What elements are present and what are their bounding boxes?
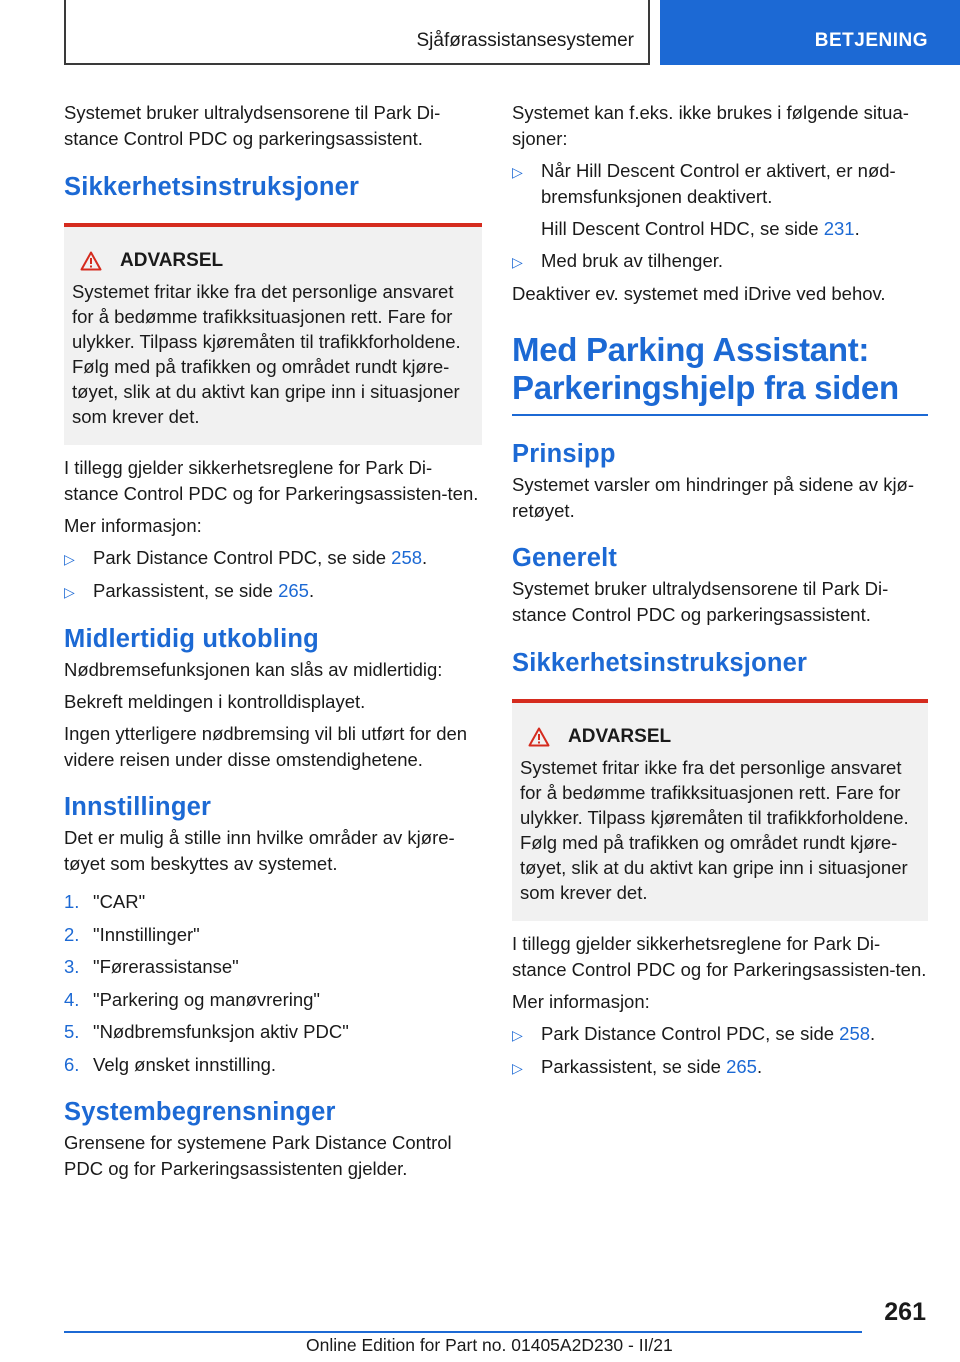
warning-box [64, 223, 482, 445]
warning-text: Systemet fritar ikke fra det personlige ansvaret for å bedømme trafikksituasjonen rett. Fare for ulykker. Tilpass kjøremåten til trafikkforholdene. Følg med på trafikken og området rundt kjøre-tøyet, slik at du aktivt kan gripe inn i situasjoner som krever det. [72, 281, 461, 427]
reference-text: Parkassistent, se side 265. [93, 580, 315, 601]
general-text: Systemet bruker ultralydsensorene til Park Di-stance Control PDC og parkeringsassistent. [512, 577, 889, 625]
settings-heading: Innstillinger [64, 793, 212, 821]
hdc-reference: Hill Descent Control HDC, se side 231. [541, 218, 860, 239]
left-column [64, 100, 482, 1188]
step-number: 1. [64, 891, 80, 912]
safety-heading: Sikkerhetsinstruksjoner [64, 173, 360, 201]
triangle-right-icon: ▷ [512, 164, 523, 180]
cannot-use-paragraph: Systemet kan f.eks. ikke brukes i følgende situa-sjoner: [512, 102, 909, 149]
page-link-258[interactable]: 258 [391, 547, 423, 568]
warning-label: ADVARSEL [120, 250, 224, 271]
settings-step [64, 1052, 482, 1078]
situation-item [512, 158, 928, 210]
situation-text: Når Hill Descent Control er aktivert, er nød-bremsfunksjonen deaktivert. [541, 160, 896, 207]
warning-header [528, 725, 920, 749]
triangle-right-icon: ▷ [512, 254, 523, 270]
triangle-right-icon: ▷ [512, 1059, 523, 1076]
more-info-label: Mer informasjon: [64, 515, 202, 536]
warning-label: ADVARSEL [568, 725, 672, 747]
reference-item [64, 545, 482, 572]
reference-text: Park Distance Control PDC, se side 258. [541, 1022, 876, 1044]
step-text: "CAR" [93, 891, 146, 912]
step-number: 4. [64, 988, 80, 1010]
main-heading-line-2: Parkeringshjelp fra siden [512, 369, 899, 406]
page-link-258[interactable]: 258 [839, 1022, 871, 1044]
settings-intro: Det er mulig å stille inn hvilke områder av kjøre-tøyet som beskyttes av systemet. [64, 827, 455, 874]
page-link-231[interactable]: 231 [823, 218, 855, 239]
settings-step [64, 889, 482, 915]
settings-step [64, 954, 482, 980]
settings-step [64, 922, 482, 948]
triangle-right-icon: ▷ [512, 1026, 523, 1043]
limitations-text: Grensene for systemene Park Distance Control PDC og for Parkeringsassistenten gjelder. [64, 1131, 452, 1179]
reference-text: Parkassistent, se side 265. [541, 1055, 763, 1077]
step-number: 5. [64, 1021, 80, 1042]
step-number: 2. [64, 923, 80, 945]
step-text: "Parkering og manøvrering" [93, 988, 321, 1010]
step-text: "Nødbremsfunksjon aktiv PDC" [93, 1021, 349, 1042]
chapter-tab-label: BETJENING [814, 30, 928, 51]
safety-heading: Sikkerhetsinstruksjoner [512, 648, 808, 677]
warning-triangle-icon [80, 251, 102, 271]
step-text: "Førerassistanse" [93, 956, 239, 977]
temporary-disable-heading: Midlertidig utkobling [64, 625, 319, 653]
intro-paragraph: Systemet bruker ultralydsensorene til Park Di-stance Control PDC og parkeringsassistent. [64, 102, 441, 149]
settings-step [64, 1019, 482, 1045]
principle-heading: Prinsipp [512, 439, 616, 468]
main-section-heading [512, 331, 928, 416]
header-title-box [64, 0, 650, 65]
temporary-disable-p3: Ingen ytterligere nødbremsing vil bli utført for den videre reisen under disse omstendighetene. [64, 723, 468, 770]
warning-box [512, 699, 928, 921]
section-title: Sjåførassistansesystemer [416, 30, 634, 51]
limitations-heading: Systembegrensninger [64, 1097, 336, 1126]
temporary-disable-p2: Bekreft meldingen i kontrolldisplayet. [64, 691, 366, 712]
warning-text: Systemet fritar ikke fra det personlige ansvaret for å bedømme trafikksituasjonen rett. Fare for ulykker. Tilpass kjøremåten til trafikkforholdene. Følg med på trafikken og området rundt kjøre-tøyet, slik at du aktivt kan gripe inn i situasjoner som krever det. [520, 756, 909, 903]
edition-text: Online Edition for Part no. 01405A2D230 - II/21 [306, 1335, 673, 1355]
safety-rules-paragraph: I tillegg gjelder sikkerhetsreglene for Park Di-stance Control PDC og for Parkeringsassisten-ten. [64, 457, 479, 504]
step-text: Velg ønsket innstilling. [93, 1053, 277, 1075]
safety-rules-paragraph: I tillegg gjelder sikkerhetsreglene for Park Di-stance Control PDC og for Parkeringsassisten-ten. [512, 932, 927, 980]
warning-header [80, 249, 474, 273]
triangle-right-icon: ▷ [64, 584, 75, 600]
reference-item [512, 1021, 928, 1048]
main-heading-line-1: Med Parking Assistant: [512, 331, 870, 368]
step-number: 3. [64, 956, 80, 977]
step-text: "Innstillinger" [93, 923, 200, 945]
step-number: 6. [64, 1053, 80, 1075]
reference-item [512, 1054, 928, 1081]
triangle-right-icon: ▷ [64, 551, 75, 567]
temporary-disable-p1: Nødbremsefunksjonen kan slås av midlertidig: [64, 659, 443, 680]
page-link-265[interactable]: 265 [726, 1055, 757, 1077]
more-info-label: Mer informasjon: [512, 990, 650, 1012]
reference-item [64, 578, 482, 605]
heading-rule [512, 414, 928, 416]
chapter-tab[interactable] [660, 0, 960, 65]
situation-text: Med bruk av tilhenger. [541, 250, 724, 271]
general-heading: Generelt [512, 543, 618, 572]
right-column [512, 100, 928, 1087]
settings-step [64, 987, 482, 1013]
footer-rule [64, 1331, 862, 1333]
deactivate-paragraph: Deaktiver ev. systemet med iDrive ved behov. [512, 283, 886, 304]
reference-text: Park Distance Control PDC, se side 258. [93, 547, 428, 568]
warning-triangle-icon [528, 727, 550, 747]
page-number: 261 [884, 1298, 926, 1326]
principle-text: Systemet varsler om hindringer på sidene av kjø-retøyet. [512, 473, 915, 521]
situation-item [512, 248, 928, 275]
page-link-265[interactable]: 265 [278, 580, 309, 601]
